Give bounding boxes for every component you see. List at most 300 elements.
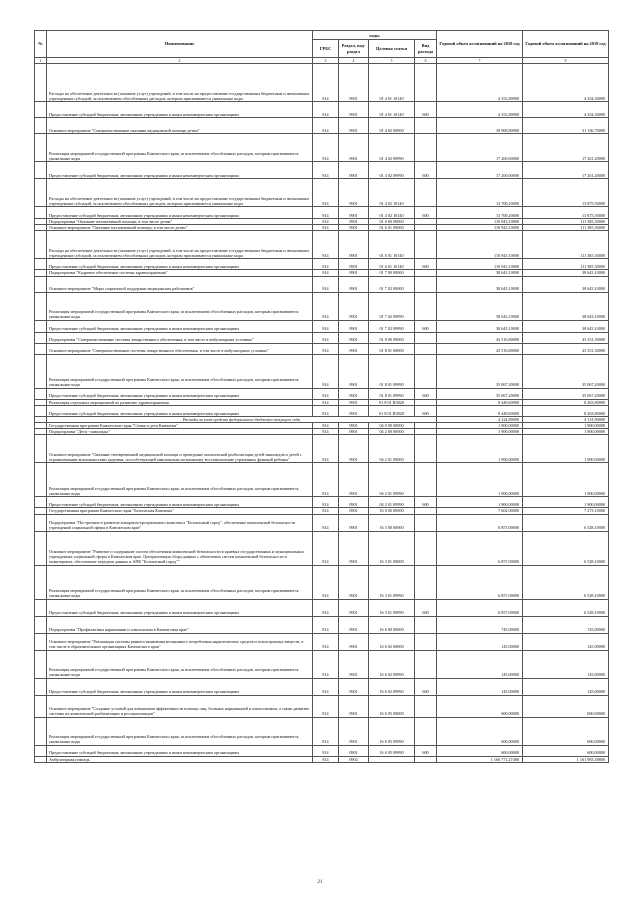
row-expense-type: [415, 514, 437, 531]
table-row: [35, 756, 609, 762]
row-target-article: 01 4 02 10140: [369, 207, 415, 219]
row-amount-2019: 13 875,50000: [523, 179, 609, 207]
row-num-cell: [35, 292, 47, 320]
row-amount-2018: 6 857,00000: [437, 531, 523, 565]
row-grbs: 814: [313, 717, 339, 745]
row-grbs: 814: [313, 292, 339, 320]
row-amount-2019: 38 643,10000: [523, 292, 609, 320]
row-razdel: 0901: [339, 650, 369, 678]
col-razdel: Раздел, под-раздел: [339, 40, 369, 58]
row-expense-type: [415, 650, 437, 678]
table-row: [35, 102, 609, 118]
row-amount-2018: 1 900,00000: [437, 497, 523, 508]
row-amount-2018: 1 900,00000: [437, 435, 523, 463]
row-amount-2018: 7 602,00000: [437, 508, 523, 514]
row-target-article: 04 2 00 00000: [369, 429, 415, 435]
row-amount-2019: 6 528,10000: [523, 514, 609, 531]
row-target-article: 01 6 01 10140: [369, 231, 415, 259]
row-grbs: 814: [313, 463, 339, 497]
row-amount-2018: 38 643,10000: [437, 320, 523, 332]
row-razdel: 0901: [339, 399, 369, 405]
row-num-cell: [35, 650, 47, 678]
row-grbs: 814: [313, 745, 339, 756]
row-num-cell: [35, 633, 47, 650]
row-target-article: 16 6 02 00000: [369, 633, 415, 650]
table-row: [35, 650, 609, 678]
row-grbs: 814: [313, 332, 339, 343]
row-num-cell: [35, 616, 47, 633]
row-amount-2019: 1 900,00000: [523, 497, 609, 508]
row-target-article: 16 6 02 09990: [369, 650, 415, 678]
row-name: Реализация мероприятий государственной программы Камчатского края, за исключением обособленных расходов, которым присваиваются уникальные коды: [47, 292, 313, 320]
row-amount-2018: 4 224,80000: [437, 416, 523, 422]
row-target-article: 16 6 00 00000: [369, 616, 415, 633]
row-grbs: 814: [313, 134, 339, 162]
row-amount-2018: 35 067,20000: [437, 354, 523, 388]
table-row: [35, 565, 609, 599]
row-amount-2019: 17 261,20000: [523, 162, 609, 179]
row-amount-2019: 31 136,70000: [523, 118, 609, 134]
row-grbs: 814: [313, 650, 339, 678]
row-amount-2018: 745,00000: [437, 616, 523, 633]
col-num: №: [35, 31, 47, 58]
row-amount-2019: 600,00000: [523, 717, 609, 745]
row-grbs: 814: [313, 423, 339, 429]
row-amount-2018: 35 067,20000: [437, 388, 523, 399]
row-razdel: 0901: [339, 429, 369, 435]
row-name: Предоставление субсидий бюджетным, автономным учреждениям и иным некоммерческим организациям: [47, 207, 313, 219]
row-razdel: 0901: [339, 514, 369, 531]
row-amount-2018: 43 516,80000: [437, 332, 523, 343]
row-amount-2019: 7 273,10000: [523, 508, 609, 514]
row-amount-2019: 6 528,10000: [523, 565, 609, 599]
row-grbs: 814: [313, 388, 339, 399]
row-razdel: 0901: [339, 118, 369, 134]
row-grbs: 814: [313, 343, 339, 354]
row-amount-2019: 43 331,30000: [523, 332, 609, 343]
row-name: Расходы на обеспечение деятельности (оказание услуг) учреждений, в том числе на предоставление государственным бюджетным и автономным учреждениям субсидий, за исключением обособленных расходов, которым присваиваются уникальные коды: [47, 179, 313, 207]
row-grbs: 814: [313, 599, 339, 616]
row-amount-2018: 39 900,80000: [437, 118, 523, 134]
row-expense-type: [415, 717, 437, 745]
row-razdel: 0901: [339, 745, 369, 756]
row-name: Предоставление субсидий бюджетным, автономным учреждениям и иным некоммерческим организациям: [47, 745, 313, 756]
row-expense-type: [415, 565, 437, 599]
row-target-article: 01 6 01 00000: [369, 225, 415, 231]
row-name: Реализация мероприятий государственной программы Камчатского края, за исключением обособленных расходов, которым присваиваются уникальные коды: [47, 134, 313, 162]
row-name: Подпрограмма "Профилактика наркомании и алкоголизма в Камчатском крае": [47, 616, 313, 633]
row-name: Расходы на обеспечение деятельности (оказание услуг) учреждений, в том числе на предоставление государственным бюджетным и автономным учреждениям субсидий, за исключением обособленных расходов, которым присваиваются уникальные коды: [47, 64, 313, 102]
row-grbs: 814: [313, 508, 339, 514]
row-amount-2019: 1 900,00000: [523, 435, 609, 463]
row-amount-2019: 1 900,00000: [523, 429, 609, 435]
row-num-cell: [35, 756, 47, 762]
row-name: Основное мероприятие "Создание условий для повышения эффективности помощи лиц, больных наркоманией и алкоголизмом, а также развитие системы их комплексной реабилитации и ресоциализации": [47, 695, 313, 717]
row-expense-type: [415, 134, 437, 162]
row-name: Предоставление субсидий бюджетным, автономным учреждениям и иным некоммерческим организациям: [47, 678, 313, 695]
row-razdel: 0901: [339, 276, 369, 292]
row-num-cell: [35, 435, 47, 463]
row-grbs: 814: [313, 118, 339, 134]
row-amount-2018: 4 352,80000: [437, 102, 523, 118]
row-target-article: 01 8 01 R3820: [369, 405, 415, 416]
row-razdel: 0901: [339, 633, 369, 650]
table-row: [35, 435, 609, 463]
row-grbs: 814: [313, 102, 339, 118]
row-name: Основное мероприятие "Реализация системы раннего выявления незаконного потребления наркотических средств и психотропных веществ, в том числе в образовательных организациях Камчатского края": [47, 633, 313, 650]
row-target-article: 01 8 01 09990: [369, 388, 415, 399]
index-row: 1 2 3 4 5 6 7 8: [35, 58, 609, 64]
row-name: Подпрограмма "Совершенствование системы лекарственного обеспечения, в том числе в амбулаторных условиях": [47, 332, 313, 343]
row-num-cell: [35, 118, 47, 134]
row-target-article: 01 7 02 09990: [369, 292, 415, 320]
row-name: Предоставление субсидий бюджетным, автономным учреждениям и иным некоммерческим организациям: [47, 259, 313, 270]
row-amount-2018: 145,00000: [437, 633, 523, 650]
row-expense-type: 600: [415, 599, 437, 616]
table-row: [35, 497, 609, 508]
row-amount-2019: 1 161 983,38800: [523, 756, 609, 762]
row-grbs: 814: [313, 270, 339, 276]
row-grbs: 814: [313, 225, 339, 231]
row-expense-type: 600: [415, 388, 437, 399]
row-num-cell: [35, 717, 47, 745]
row-name: Реализация мероприятий государственной программы Камчатского края, за исключением обособленных расходов, которым присваиваются уникальные коды: [47, 463, 313, 497]
row-name: Реализация мероприятий государственной программы Камчатского края, за исключением обособленных расходов, которым присваиваются уникальные коды: [47, 565, 313, 599]
row-amount-2019: 111 385,30000: [523, 259, 609, 270]
row-target-article: 16 6 05 00000: [369, 695, 415, 717]
row-amount-2018: 4 352,80000: [437, 64, 523, 102]
row-amount-2018: 38 643,10000: [437, 270, 523, 276]
row-target-article: 01 8 01 00000: [369, 343, 415, 354]
table-row: [35, 231, 609, 259]
row-razdel: 0901: [339, 332, 369, 343]
row-amount-2018: 145,00000: [437, 678, 523, 695]
row-amount-2018: 43 516,80000: [437, 343, 523, 354]
row-num-cell: [35, 162, 47, 179]
row-amount-2018: 1 900,00000: [437, 429, 523, 435]
table-row: [35, 717, 609, 745]
row-expense-type: [415, 463, 437, 497]
row-razdel: 0901: [339, 599, 369, 616]
col-grbs: ГРБС: [313, 40, 339, 58]
row-razdel: 0901: [339, 435, 369, 463]
row-amount-2019: 600,00000: [523, 745, 609, 756]
row-expense-type: 600: [415, 102, 437, 118]
row-amount-2019: 600,00000: [523, 695, 609, 717]
table-row: [35, 405, 609, 416]
row-name: Предоставление субсидий бюджетным, автономным учреждениям и иным некоммерческим организациям: [47, 162, 313, 179]
row-razdel: 0901: [339, 616, 369, 633]
table-row: [35, 134, 609, 162]
table-row: [35, 292, 609, 320]
row-amount-2018: 1 900,00000: [437, 423, 523, 429]
row-razdel: 0901: [339, 64, 369, 102]
table-row: [35, 531, 609, 565]
row-razdel: 0901: [339, 508, 369, 514]
row-name: Предоставление субсидий бюджетным, автономным учреждениям и иным некоммерческим организациям: [47, 497, 313, 508]
row-grbs: 814: [313, 633, 339, 650]
table-row: [35, 64, 609, 102]
row-amount-2018: 1 160 771,27400: [437, 756, 523, 762]
table-row: [35, 354, 609, 388]
row-target-article: 01 7 00 00000: [369, 270, 415, 276]
row-razdel: 0901: [339, 102, 369, 118]
table-body: [35, 58, 609, 763]
page-number: 21: [317, 880, 323, 885]
row-num-cell: [35, 599, 47, 616]
row-target-article: 16 3 01 09990: [369, 565, 415, 599]
row-amount-2019: 4 354,30000: [523, 102, 609, 118]
row-num-cell: [35, 405, 47, 416]
row-name: Подпрограмма "Построение и развитие аппаратно-программного комплекса "Безопасный город", обеспечение комплексной безопасности учреждений социальной сферы в Камчатском крае": [47, 514, 313, 531]
row-name: Подпрограмма "Кадровое обеспечение системы здравоохранения": [47, 270, 313, 276]
row-target-article: 01 4 01 10140: [369, 102, 415, 118]
row-grbs: 814: [313, 565, 339, 599]
row-expense-type: 600: [415, 207, 437, 219]
row-razdel: 0901: [339, 292, 369, 320]
row-target-article: 04 0 00 00000: [369, 423, 415, 429]
row-grbs: 814: [313, 219, 339, 225]
row-grbs: 814: [313, 405, 339, 416]
row-target-article: 01 8 01 09990: [369, 354, 415, 388]
row-target-article: 01 4 02 09990: [369, 162, 415, 179]
row-target-article: 04 2 01 09990: [369, 463, 415, 497]
row-name: Реализация мероприятий государственной программы Камчатского края, за исключением обособленных расходов, которым присваиваются уникальные коды: [47, 717, 313, 745]
row-grbs: 814: [313, 616, 339, 633]
col-2019: Годовой объем ассигнований на 2019 год: [523, 31, 609, 58]
row-name: Реализация мероприятий государственной программы Камчатского края, за исключением обособленных расходов, которым присваиваются уникальные коды: [47, 354, 313, 388]
row-amount-2019: 35 067,20000: [523, 388, 609, 399]
row-razdel: 0901: [339, 259, 369, 270]
row-target-article: 01 7 02 09990: [369, 320, 415, 332]
row-num-cell: [35, 565, 47, 599]
row-grbs: 814: [313, 678, 339, 695]
table-row: [35, 343, 609, 354]
row-target-article: 16 6 05 09990: [369, 745, 415, 756]
row-razdel: 0901: [339, 162, 369, 179]
row-expense-type: [415, 435, 437, 463]
row-razdel: 0901: [339, 270, 369, 276]
row-amount-2019: 8 263,80000: [523, 405, 609, 416]
row-expense-type: 600: [415, 162, 437, 179]
row-razdel: 0901: [339, 320, 369, 332]
row-target-article: 16 6 02 09990: [369, 678, 415, 695]
row-razdel: 0901: [339, 695, 369, 717]
row-amount-2019: 145,00000: [523, 678, 609, 695]
table-row: [35, 118, 609, 134]
table-row: [35, 599, 609, 616]
row-amount-2018: 8 449,60000: [437, 405, 523, 416]
row-target-article: [369, 756, 415, 762]
row-expense-type: [415, 531, 437, 565]
row-grbs: 814: [313, 531, 339, 565]
row-name: Предоставление субсидий бюджетным, автономным учреждениям и иным некоммерческим организациям: [47, 320, 313, 332]
row-amount-2018: 600,00000: [437, 717, 523, 745]
row-amount-2018: 110 943,10000: [437, 225, 523, 231]
row-num-cell: [35, 745, 47, 756]
row-target-article: 04 2 01 09990: [369, 497, 415, 508]
row-expense-type: 600: [415, 405, 437, 416]
row-expense-type: 600: [415, 678, 437, 695]
row-razdel: 0901: [339, 717, 369, 745]
row-amount-2019: 111 385,30000: [523, 219, 609, 225]
row-amount-2019: 145,00000: [523, 633, 609, 650]
row-name: Основное мероприятие "Оказание паллиативной помощи, в том числе детям": [47, 225, 313, 231]
row-grbs: 814: [313, 179, 339, 207]
col-cs: Целевая статья: [369, 40, 415, 58]
row-amount-2019: 13 875,50000: [523, 207, 609, 219]
row-amount-2018: 600,00000: [437, 745, 523, 756]
table-row: [35, 388, 609, 399]
row-amount-2018: 13 700,20000: [437, 179, 523, 207]
row-amount-2019: 4 131,90000: [523, 416, 609, 422]
row-razdel: 0901: [339, 678, 369, 695]
row-target-article: 01 4 02 00000: [369, 118, 415, 134]
row-amount-2018: 1 900,00000: [437, 463, 523, 497]
row-amount-2019: 145,00000: [523, 650, 609, 678]
row-expense-type: 600: [415, 320, 437, 332]
row-grbs: 814: [313, 231, 339, 259]
row-amount-2018: 17 200,60000: [437, 162, 523, 179]
row-amount-2019: 35 067,20000: [523, 354, 609, 388]
row-num-cell: [35, 276, 47, 292]
row-amount-2018: 110 943,10000: [437, 219, 523, 225]
row-razdel: 0901: [339, 225, 369, 231]
row-num-cell: [35, 514, 47, 531]
row-grbs: 814: [313, 435, 339, 463]
row-target-article: 01 6 01 10140: [369, 259, 415, 270]
row-name: Основное мероприятие "Развитие и содержание систем обеспечения комплексной безопасности в краевых государственных и муниципальных учреждениях социальной сферы в Камчатском крае. Централизация сбора данных с объектовых систем комплексной безопасности и мониторинга, обеспечение передачи данных в АПК "Безопасный город"": [47, 531, 313, 565]
row-num-cell: [35, 463, 47, 497]
row-name: Государственная программа Камчатского края "Безопасная Камчатка": [47, 508, 313, 514]
table-row: [35, 695, 609, 717]
row-grbs: 814: [313, 399, 339, 405]
row-amount-2019: 111 385,30000: [523, 231, 609, 259]
row-name: Предоставление субсидий бюджетным, автономным учреждениям и иным некоммерческим организациям: [47, 599, 313, 616]
row-razdel: 0901: [339, 179, 369, 207]
row-razdel: 0901: [339, 565, 369, 599]
table-row: [35, 463, 609, 497]
row-target-article: 01 8 00 00000: [369, 332, 415, 343]
row-amount-2019: 8 263,80000: [523, 399, 609, 405]
row-num-cell: [35, 231, 47, 259]
row-target-article: 01 4 01 10140: [369, 64, 415, 102]
row-grbs: 814: [313, 64, 339, 102]
row-expense-type: [415, 332, 437, 343]
document-page: [34, 30, 608, 763]
row-target-article: 01 6 00 00000: [369, 219, 415, 225]
row-amount-2018: 6 857,00000: [437, 514, 523, 531]
row-amount-2019: 38 643,10000: [523, 276, 609, 292]
row-amount-2019: 38 643,10000: [523, 320, 609, 332]
row-expense-type: [415, 64, 437, 102]
row-amount-2018: 8 449,60000: [437, 399, 523, 405]
row-grbs: 814: [313, 207, 339, 219]
row-razdel: 0901: [339, 531, 369, 565]
row-razdel: 0901: [339, 343, 369, 354]
row-amount-2018: 38 643,10000: [437, 292, 523, 320]
row-amount-2019: 6 528,10000: [523, 599, 609, 616]
row-razdel: 0901: [339, 463, 369, 497]
row-note: Расходы за счет средств федерального бюджета текущего года: [47, 416, 437, 422]
table-row: [35, 678, 609, 695]
table-row: [35, 179, 609, 207]
row-name: Подпрограмма "Дети - инвалиды": [47, 429, 313, 435]
row-amount-2019: 6 528,10000: [523, 531, 609, 565]
row-razdel: 0901: [339, 219, 369, 225]
row-grbs: 814: [313, 497, 339, 508]
row-target-article: 01 4 02 10140: [369, 179, 415, 207]
row-target-article: 04 2 01 00000: [369, 435, 415, 463]
row-expense-type: 600: [415, 745, 437, 756]
row-name: Государственная программа Камчатского края "Семья и дети Камчатки": [47, 423, 313, 429]
row-expense-type: [415, 695, 437, 717]
row-name: Предоставление субсидий бюджетным, автономным учреждениям и иным некоммерческим организациям: [47, 388, 313, 399]
row-name: Амбулаторная помощь: [47, 756, 313, 762]
row-name: Основное мероприятие "Меры социальной поддержки медицинских работников": [47, 276, 313, 292]
row-amount-2018: 110 943,10000: [437, 259, 523, 270]
row-grbs: 814: [313, 259, 339, 270]
table-row: [35, 276, 609, 292]
row-grbs: 814: [313, 756, 339, 762]
row-name: Предоставление субсидий бюджетным, автономным учреждениям и иным некоммерческим организациям: [47, 102, 313, 118]
table-row: [35, 259, 609, 270]
row-amount-2018: 600,00000: [437, 695, 523, 717]
row-amount-2018: 6 857,00000: [437, 565, 523, 599]
row-amount-2018: 110 943,10000: [437, 231, 523, 259]
row-razdel: 0901: [339, 207, 369, 219]
row-target-article: 16 0 00 00000: [369, 508, 415, 514]
row-expense-type: [415, 633, 437, 650]
row-name: Реализация мероприятий государственной программы Камчатского края, за исключением обособленных расходов, которым присваиваются уникальные коды: [47, 650, 313, 678]
row-target-article: 01 7 02 00000: [369, 276, 415, 292]
row-num-cell: [35, 343, 47, 354]
row-expense-type: 600: [415, 497, 437, 508]
row-expense-type: 600: [415, 259, 437, 270]
row-target-article: 16 3 01 00000: [369, 531, 415, 565]
row-num-cell: [35, 695, 47, 717]
row-target-article: 01 4 02 09990: [369, 134, 415, 162]
table-row: [35, 332, 609, 343]
row-razdel: 0902: [339, 756, 369, 762]
row-name: Основное мероприятие "Совершенствование оказания медицинской помощи детям": [47, 118, 313, 134]
row-name: Основное мероприятие "Совершенствование системы лекарственного обеспечения, в том числе в амбулаторных условиях": [47, 343, 313, 354]
row-expense-type: [415, 292, 437, 320]
row-razdel: 0901: [339, 388, 369, 399]
row-expense-type: [415, 231, 437, 259]
row-amount-2018: 38 643,10000: [437, 276, 523, 292]
row-name: Реализация отдельных мероприятий по развитию здравоохранения: [47, 399, 313, 405]
row-amount-2019: 4 354,30000: [523, 64, 609, 102]
row-target-article: 16 3 01 09990: [369, 599, 415, 616]
row-grbs: 814: [313, 276, 339, 292]
row-expense-type: [415, 276, 437, 292]
row-grbs: 814: [313, 695, 339, 717]
col-2018: Годовой объем ассигнований на 2018 год: [437, 31, 523, 58]
row-num-cell: [35, 531, 47, 565]
row-num-cell: [35, 179, 47, 207]
row-amount-2018: 145,00000: [437, 650, 523, 678]
row-grbs: 814: [313, 320, 339, 332]
row-grbs: 814: [313, 162, 339, 179]
row-razdel: 0901: [339, 231, 369, 259]
row-grbs: 814: [313, 429, 339, 435]
row-expense-type: [415, 616, 437, 633]
row-num-cell: [35, 102, 47, 118]
budget-table: [34, 30, 609, 763]
row-grbs: 814: [313, 514, 339, 531]
row-amount-2019: 111 385,30000: [523, 225, 609, 231]
